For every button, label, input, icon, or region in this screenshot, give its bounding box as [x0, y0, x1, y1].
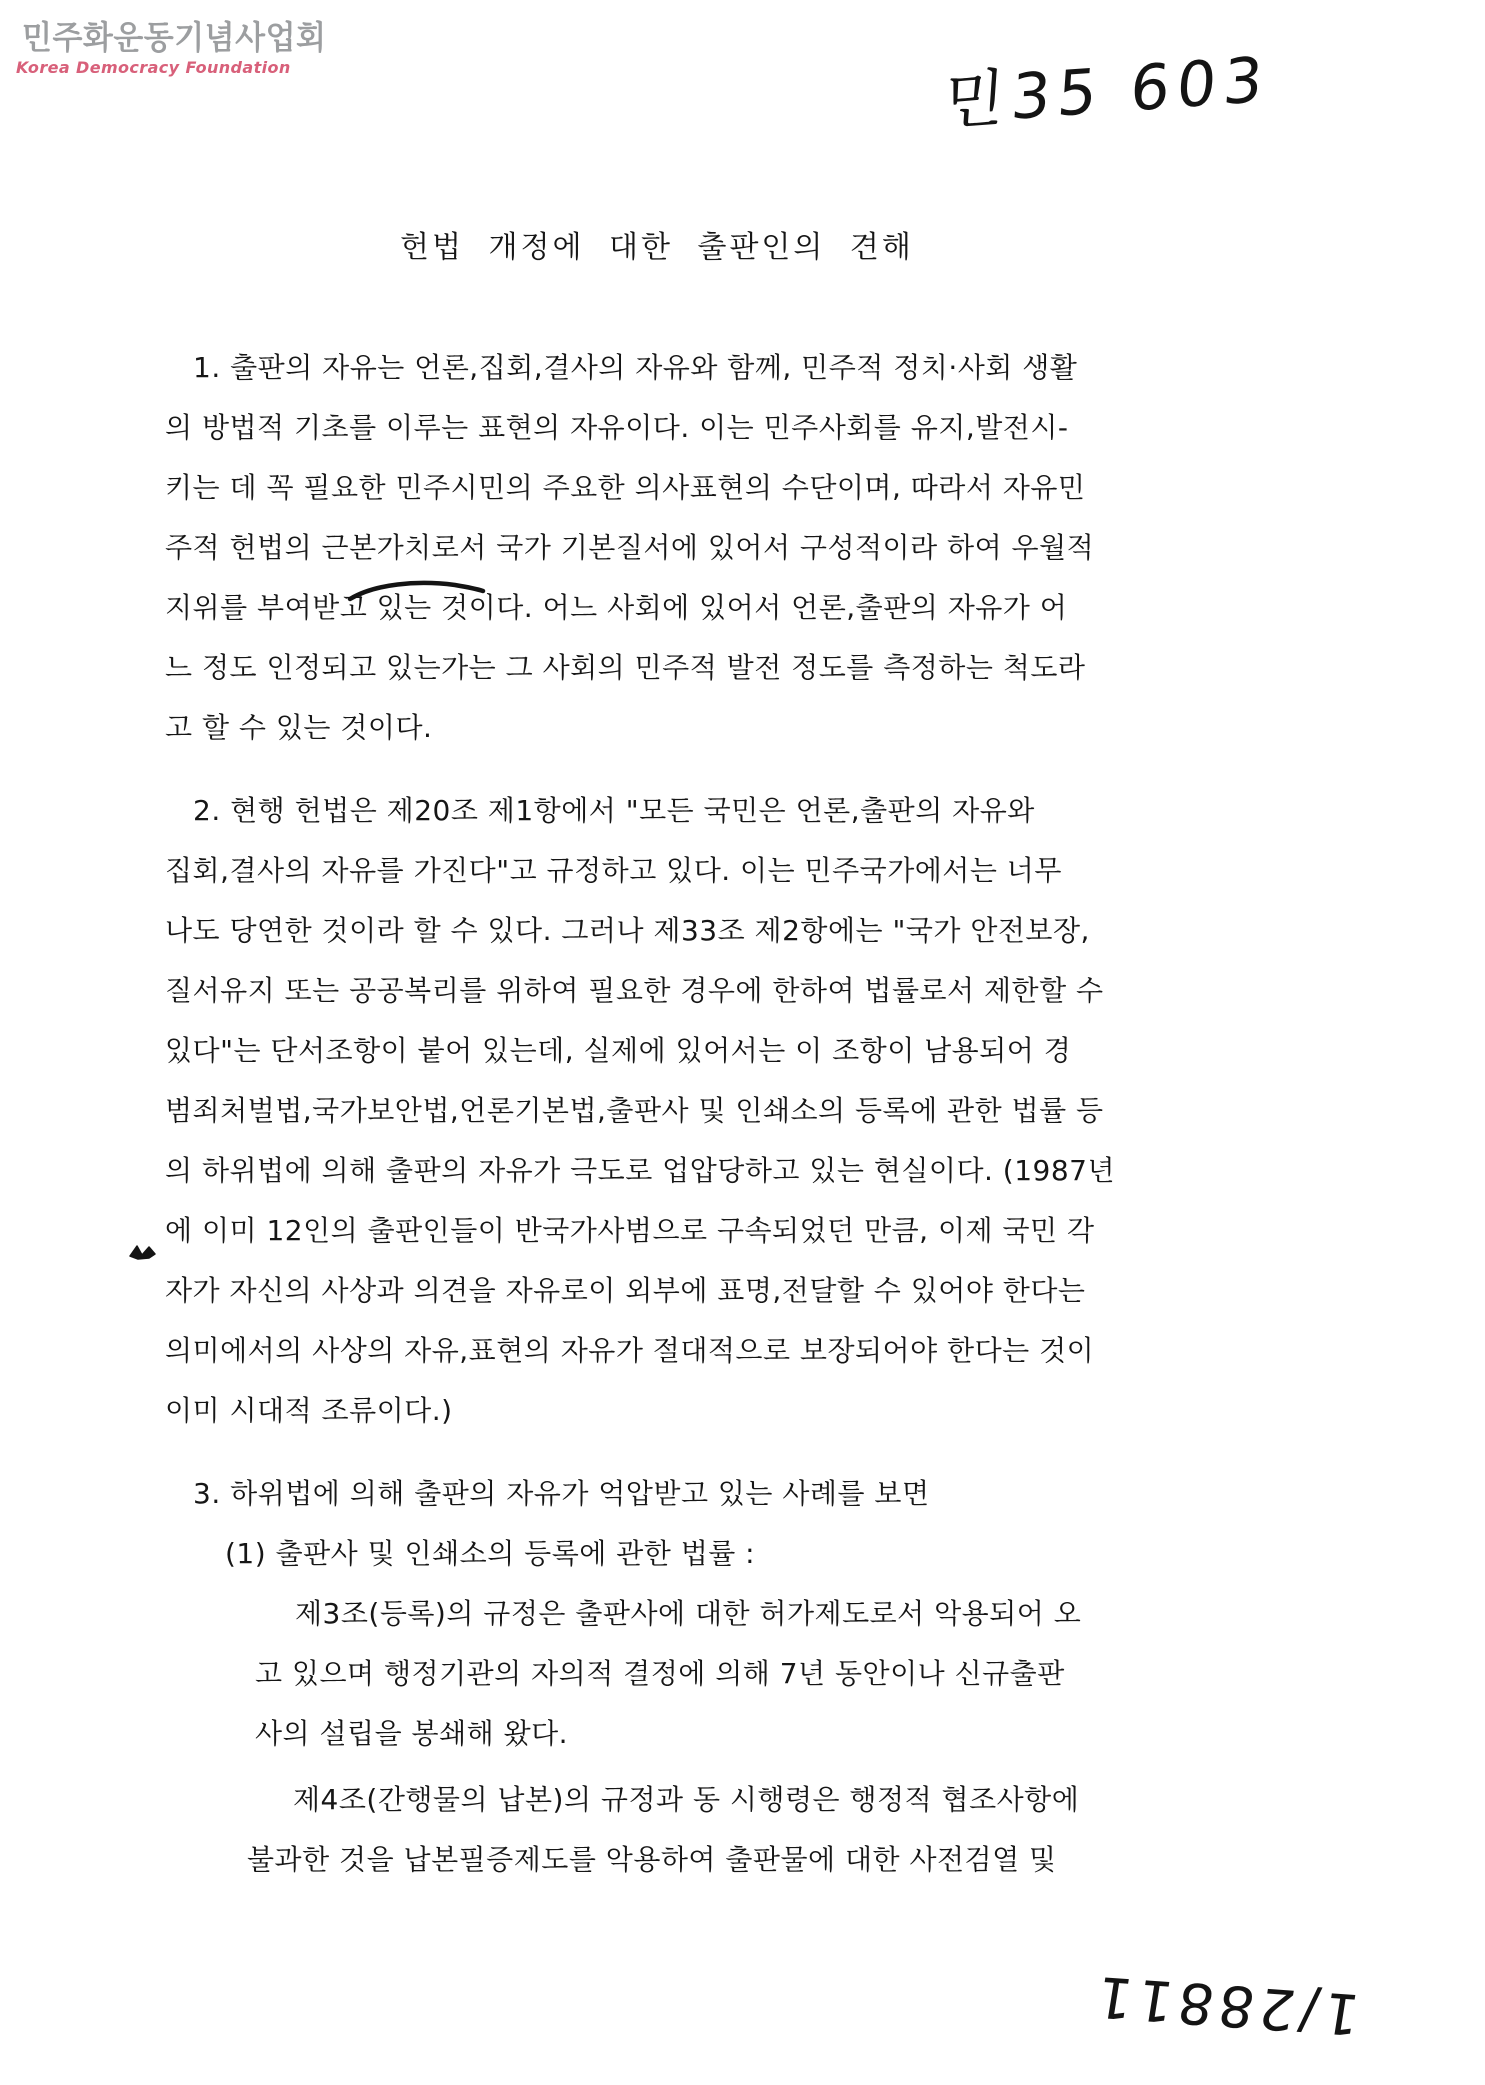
- body-line: 사의 설립을 봉쇄해 왔다.: [255, 1717, 569, 1750]
- page-number-handwritten: 1/28811: [1087, 1962, 1365, 2047]
- body-line: 키는 데 꼭 필요한 민주시민의 주요한 의사표현의 수단이며, 따라서 자유민: [165, 471, 1086, 504]
- pen-underline: [347, 578, 487, 604]
- body-line: 의 하위법에 의해 출판의 자유가 극도로 업압당하고 있는 현실이다. (1987년: [165, 1154, 1116, 1187]
- body-line: 이미 시대적 조류이다.): [165, 1394, 453, 1427]
- body-line: 범죄처벌법,국가보안법,언론기본법,출판사 및 인쇄소의 등록에 관한 법률 등: [165, 1094, 1104, 1127]
- logo-korean: 민주화운동기념사업회: [22, 19, 327, 58]
- body-line: (1) 출판사 및 인쇄소의 등록에 관한 법률 :: [225, 1537, 756, 1570]
- body-line: 주적 헌법의 근본가치로서 국가 기본질서에 있어서 구성적이라 하여 우월적: [165, 531, 1095, 564]
- body-line: 불과한 것을 납본필증제도를 악용하여 출판물에 대한 사전검열 및: [247, 1843, 1057, 1876]
- body-line: 의 방법적 기초를 이루는 표현의 자유이다. 이는 민주사회를 유지,발전시-: [165, 411, 1069, 444]
- body-line: 1. 출판의 자유는 언론,집회,결사의 자유와 함께, 민주적 정치·사회 생활: [193, 351, 1078, 384]
- body-line: 느 정도 인정되고 있는가는 그 사회의 민주적 발전 정도를 측정하는 척도라: [165, 651, 1086, 684]
- body-line: 나도 당연한 것이라 할 수 있다. 그러나 제33조 제2항에는 "국가 안전보장,: [165, 914, 1090, 947]
- body-line: 질서유지 또는 공공복리를 위하여 필요한 경우에 한하여 법률로서 제한할 수: [165, 974, 1104, 1007]
- body-line: 지위를 부여받고 있는 것이다. 어느 사회에 있어서 언론,출판의 자유가 어: [165, 591, 1068, 624]
- body-line: 고 할 수 있는 것이다.: [165, 711, 433, 744]
- document-body: [165, 338, 1365, 1890]
- body-line: 제4조(간행물의 납본)의 규정과 동 시행령은 행정적 협조사항에: [293, 1783, 1080, 1816]
- body-line: 3. 하위법에 의해 출판의 자유가 억압받고 있는 사례를 보면: [193, 1477, 930, 1510]
- document-title: 헌법 개정에 대한 출판인의 견해: [400, 230, 914, 265]
- body-line: 고 있으며 행정기관의 자의적 결정에 의해 7년 동안이나 신규출판: [255, 1657, 1065, 1690]
- body-line: 2. 현행 헌법은 제20조 제1항에서 "모든 국민은 언론,출판의 자유와: [193, 794, 1035, 827]
- body-line: 에 이미 12인의 출판인들이 반국가사범으로 구속되었던 만큼, 이제 국민 각: [165, 1214, 1095, 1247]
- body-line: 제3조(등록)의 규정은 출판사에 대한 허가제도로서 악용되어 오: [295, 1597, 1082, 1630]
- archive-number-handwritten: 민35 603: [941, 42, 1273, 139]
- logo-english: Korea Democracy Foundation: [16, 58, 291, 77]
- body-line: 있다"는 단서조항이 붙어 있는데, 실제에 있어서는 이 조항이 남용되어 경: [165, 1034, 1072, 1067]
- body-line: 자가 자신의 사상과 의견을 자유로이 외부에 표명,전달할 수 있어야 한다는: [165, 1274, 1086, 1307]
- margin-pen-mark: [128, 1242, 158, 1262]
- body-line: 집회,결사의 자유를 가진다"고 규정하고 있다. 이는 민주국가에서는 너무: [165, 854, 1062, 887]
- body-line: 의미에서의 사상의 자유,표현의 자유가 절대적으로 보장되어야 한다는 것이: [165, 1334, 1095, 1367]
